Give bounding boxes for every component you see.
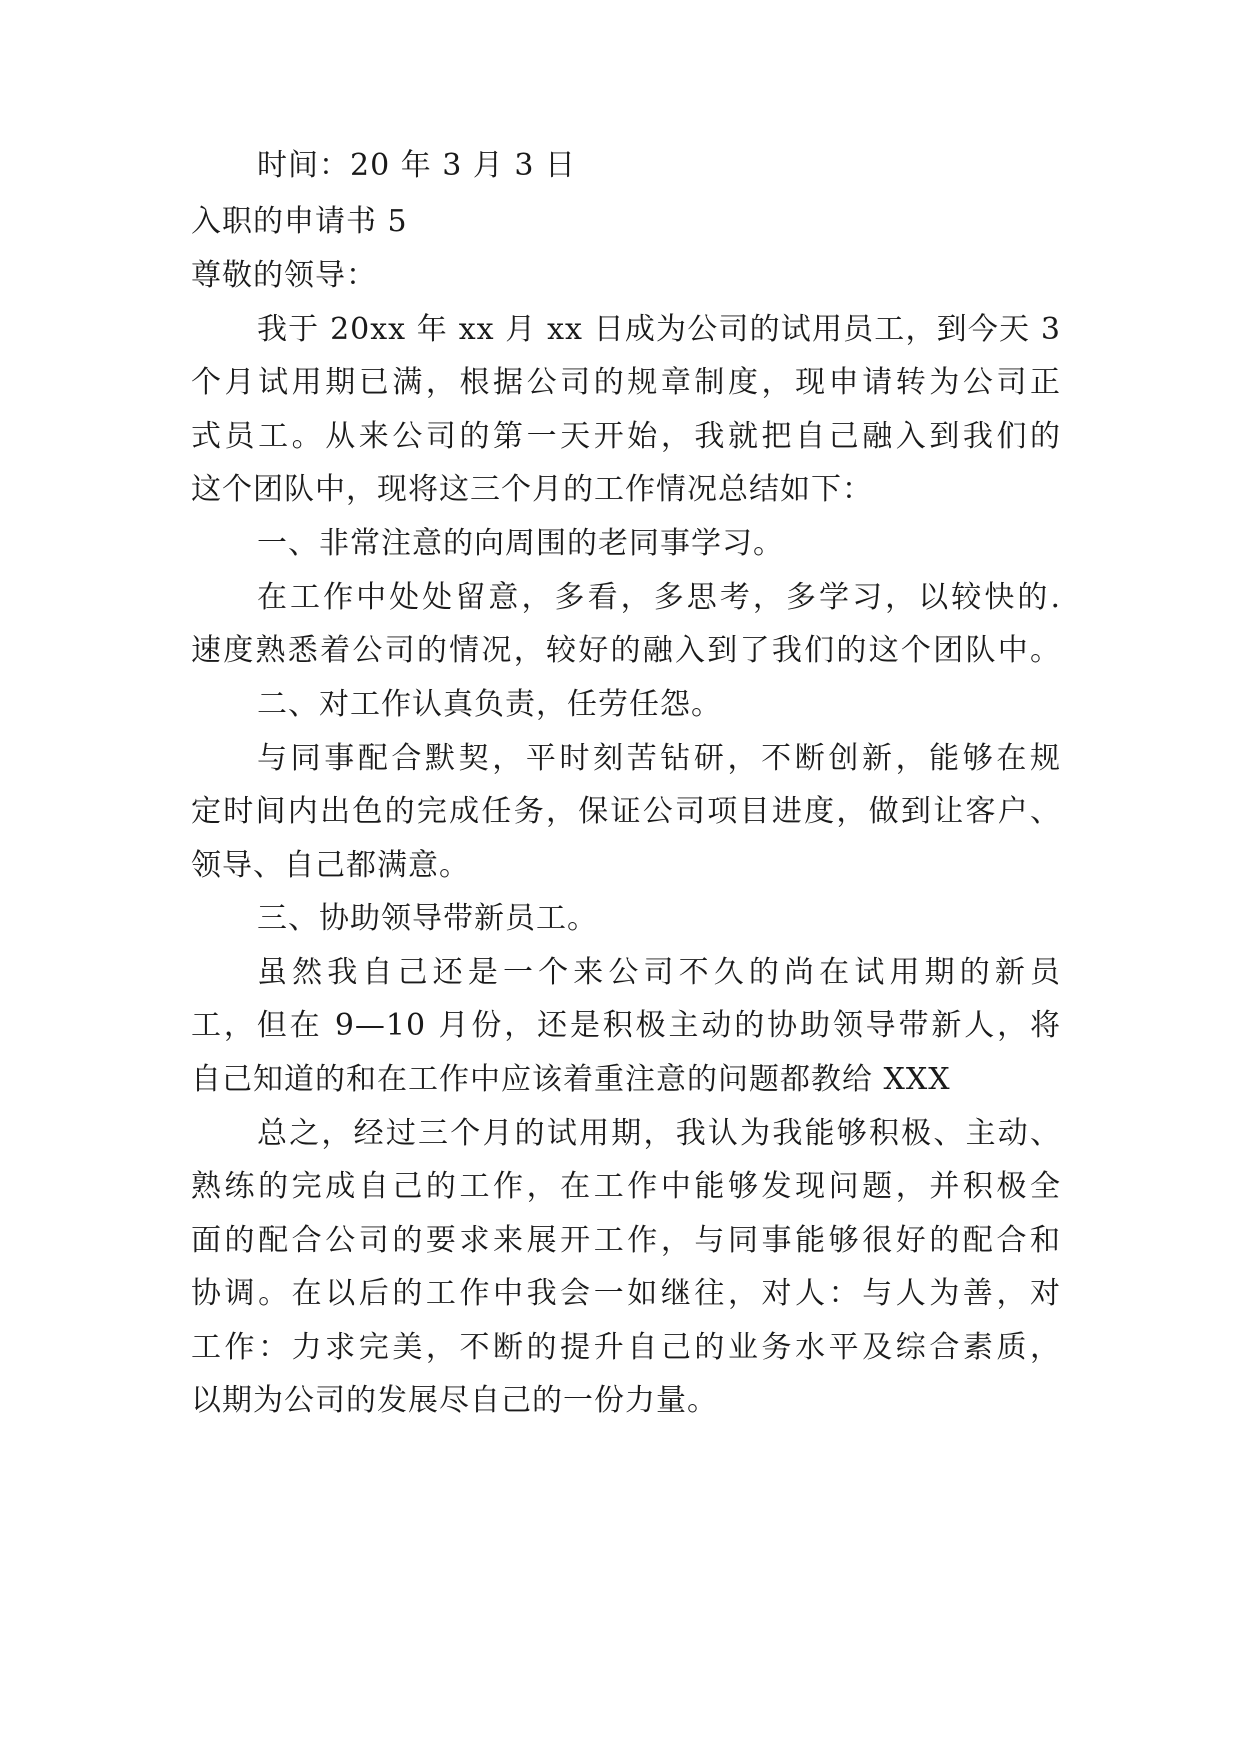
paragraph-line: 式员工。从来公司的第一天开始，我就把自己融入到我们的 <box>191 419 1061 454</box>
paragraph-line: 面的配合公司的要求来展开工作，与同事能够很好的配合和 <box>191 1223 1061 1258</box>
paragraph-line: 定时间内出色的完成任务，保证公司项目进度，做到让客户、 <box>191 794 1061 829</box>
salutation: 尊敬的领导： <box>191 258 377 293</box>
paragraph-line: 在工作中处处留意，多看，多思考，多学习，以较快的. <box>257 580 1061 615</box>
paragraph-line: 我于 20xx 年 xx 月 xx 日成为公司的试用员工，到今天 3 <box>257 312 1061 347</box>
paragraph-line: 领导、自己都满意。 <box>191 848 470 883</box>
paragraph-line: 这个团队中，现将这三个月的工作情况总结如下： <box>191 472 873 507</box>
paragraph-line: 以期为公司的发展尽自己的一份力量。 <box>191 1383 718 1418</box>
section-heading-1: 一、非常注意的向周围的老同事学习。 <box>257 526 784 561</box>
paragraph-line: 个月试用期已满，根据公司的规章制度，现申请转为公司正 <box>191 365 1061 400</box>
paragraph-line: 自己知道的和在工作中应该着重注意的问题都教给 XXX <box>191 1062 951 1097</box>
document-title: 入职的申请书 5 <box>191 204 408 239</box>
paragraph-line: 与同事配合默契，平时刻苦钻研，不断创新，能够在规 <box>257 741 1061 776</box>
section-heading-3: 三、协助领导带新员工。 <box>257 901 598 936</box>
paragraph-line: 协调。在以后的工作中我会一如继往，对人：与人为善，对 <box>191 1276 1061 1311</box>
section-heading-2: 二、对工作认真负责，任劳任怨。 <box>257 687 722 722</box>
paragraph-line: 虽然我自己还是一个来公司不久的尚在试用期的新员 <box>257 955 1061 990</box>
paragraph-line: 总之，经过三个月的试用期，我认为我能够积极、主动、 <box>257 1116 1061 1151</box>
date-line: 时间：20 年 3 月 3 日 <box>257 148 577 183</box>
paragraph-line: 熟练的完成自己的工作，在工作中能够发现问题，并积极全 <box>191 1169 1061 1204</box>
paragraph-line: 工作：力求完美，不断的提升自己的业务水平及综合素质， <box>191 1330 1061 1365</box>
paragraph-line: 工，但在 9—10 月份，还是积极主动的协助领导带新人，将 <box>191 1008 1061 1043</box>
paragraph-line: 速度熟悉着公司的情况，较好的融入到了我们的这个团队中。 <box>191 633 1061 668</box>
